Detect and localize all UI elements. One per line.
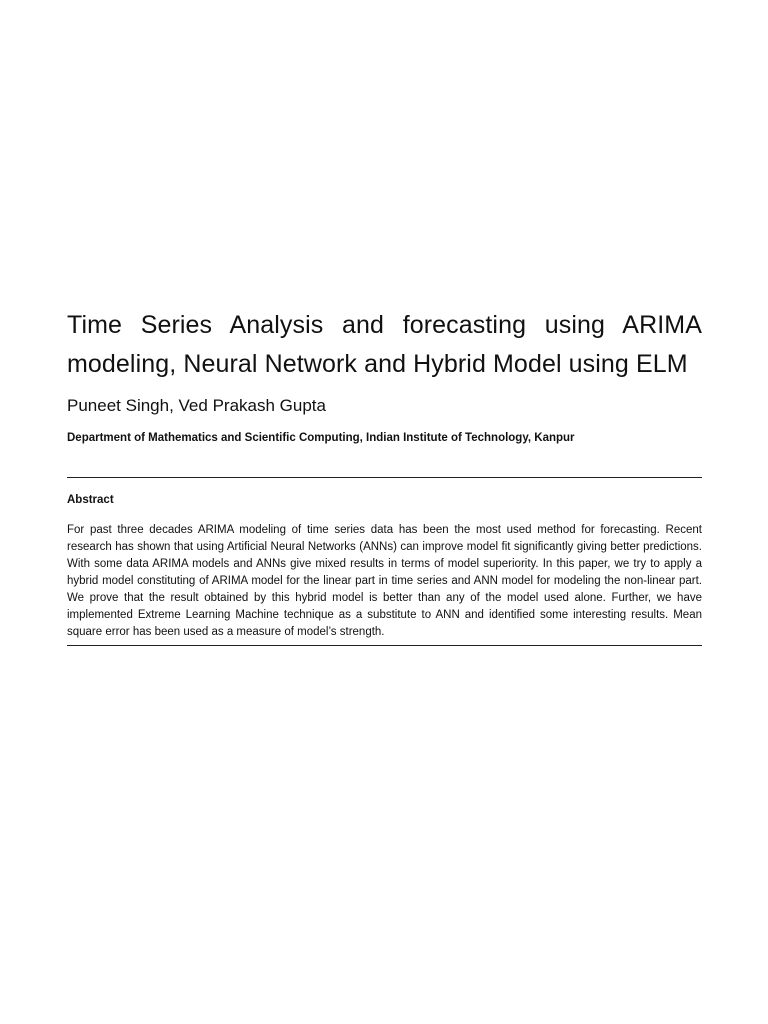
paper-front-matter bbox=[67, 306, 702, 646]
abstract-heading: Abstract bbox=[67, 494, 114, 506]
abstract-top-divider bbox=[67, 477, 702, 478]
paper-title: Time Series Analysis and forecasting using ARIMA modeling, Neural Network and Hybrid Model using ELM bbox=[67, 311, 702, 378]
abstract-text: For past three decades ARIMA modeling of time series data has been the most used method for forecasting. Recent research has shown that using Artificial Neural Networks (ANNs) can improve model fit significantly giving better predictions. With some data ARIMA models and ANNs give mixed results in terms of model superiority. In this paper, we try to apply a hybrid model constituting of ARIMA model for the linear part in time series and ANN model for modeling the non-linear part. We prove that the result obtained by this hybrid model is better than any of the model used alone. Further, we have implemented Extreme Learning Machine technique as a substitute to ANN and identified some interesting results. Mean square error has been used as a measure of model’s strength. bbox=[67, 524, 702, 638]
author-affiliation: Department of Mathematics and Scientific Computing, Indian Institute of Technology, Kanpur bbox=[67, 432, 575, 444]
author-list: Puneet Singh, Ved Prakash Gupta bbox=[67, 396, 326, 415]
abstract-bottom-divider bbox=[67, 645, 702, 646]
